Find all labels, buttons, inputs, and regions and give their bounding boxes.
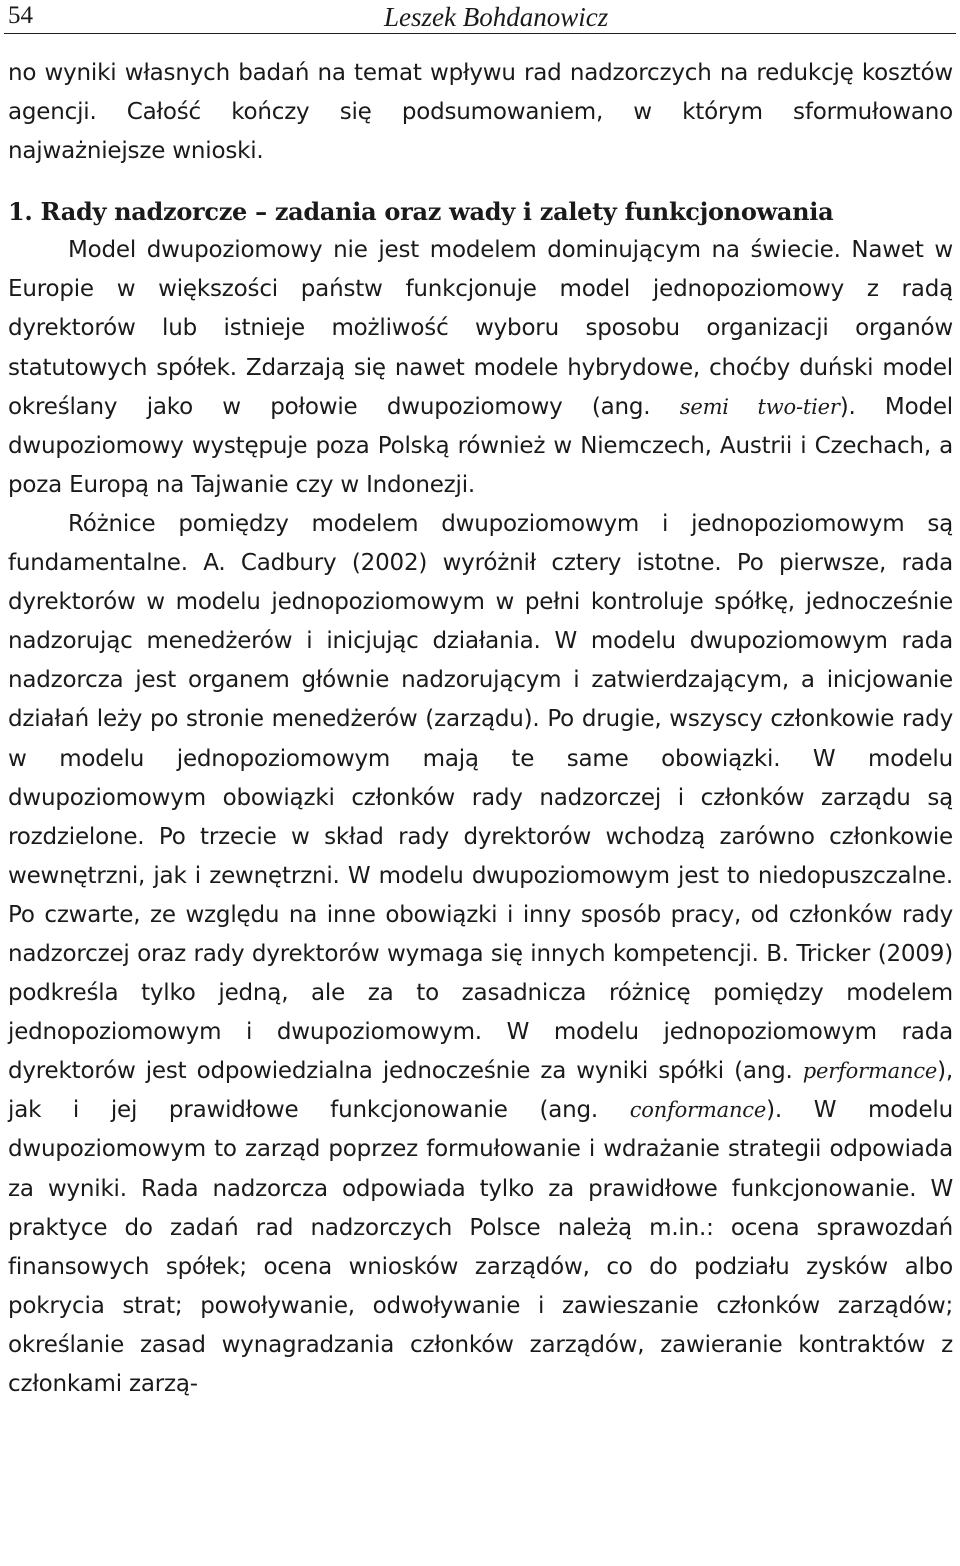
- body-text: [8, 54, 953, 1404]
- section-heading: 1. Rady nadzorcze – zadania oraz wady i zalety funkcjonowania: [8, 197, 834, 227]
- italic-term: performance: [802, 1059, 938, 1084]
- text-run: ), jak i jej prawidłowe funkcjonowanie (ang.: [8, 1058, 953, 1124]
- text-run: ). W modelu dwupoziomowym to zarząd poprzez formułowanie i wdrażanie strategii odpowiada za wyniki. Rada nadzorcza odpowiada tylko za prawidłowe funkcjonowanie. W praktyce do zadań rad nadzorczych Polsce należą m.in.: ocena sprawozdań finansowych spółek; ocena wniosków zarządów, co do podziału zysków albo pokrycia strat; powoływanie, odwoływanie i zawieszanie członków zarządów; określanie zasad wynagradzania członków zarządów, zawieranie kontraktów z członkami zarzą-: [8, 1097, 953, 1397]
- header-author: Leszek Bohdanowicz: [384, 2, 609, 32]
- paragraph-continuation: no wyniki własnych badań na temat wpływu rad nadzorczych na redukcję kosztów agencji. Całość kończy się podsumowaniem, w którym sformułowano najważniejsze wnioski.: [8, 60, 953, 165]
- text-run: Różnice pomiędzy modelem dwupoziomowym i jednopoziomowym są fundamentalne. A. Cadbury (2002) wyróżnił cztery istotne. Po pierwsze, rada dyrektorów w modelu jednopoziomowym w pełni kontroluje spółkę, jednocześnie nadzorując menedżerów i inicjując działania. W modelu dwupoziomowym rada nadzorcza jest organem głównie nadzorującym i zatwierdzającym, a inicjowanie działań leży po stronie menedżerów (zarządu). Po drugie, wszyscy członkowie rady w modelu jednopoziomowym mają te same obowiązki. W modelu dwupoziomowym obowiązki członków rady nadzorczej i członków zarządu są rozdzielone. Po trzecie w skład rady dyrektorów wchodzą zarówno członkowie wewnętrzni, jak i zewnętrzni. W modelu dwupoziomowym jest to niedopuszczalne. Po czwarte, ze względu na inne obowiązki i inny sposób pracy, od członków rady nadzorczej oraz rady dyrektorów wymaga się innych kompetencji. B. Tricker (2009) podkreśla tylko jedną, ale za to zasadnicza różnicę pomiędzy modelem jednopoziomowym i dwupoziomowym. W modelu jednopoziomowym rada dyrektorów jest odpowiedzialna jednocześnie za wyniki spółki (ang.: [8, 510, 953, 1085]
- paragraph-models: [8, 231, 953, 505]
- italic-term: conformance: [629, 1098, 767, 1123]
- italic-term: semi two-tier: [679, 394, 840, 419]
- text-run: Model dwupoziomowy nie jest modelem dominującym na świecie. Nawet w Europie w większości państw funkcjonuje model jednopoziomowy z radą dyrektorów lub istnieje możliwość wyboru sposobu organizacji organów statutowych spółek. Zdarzają się nawet modele hybrydowe, choćby duński model określany jako w połowie dwupoziomowy (ang.: [8, 237, 953, 420]
- paragraph-differences: [8, 505, 953, 1404]
- page-number: 54: [8, 2, 33, 29]
- running-head: [4, 0, 956, 34]
- text-run: ). Model dwupoziomowy występuje poza Polską również w Niemczech, Austrii i Czechach, a poza Europą na Tajwanie czy w Indonezji.: [8, 393, 953, 498]
